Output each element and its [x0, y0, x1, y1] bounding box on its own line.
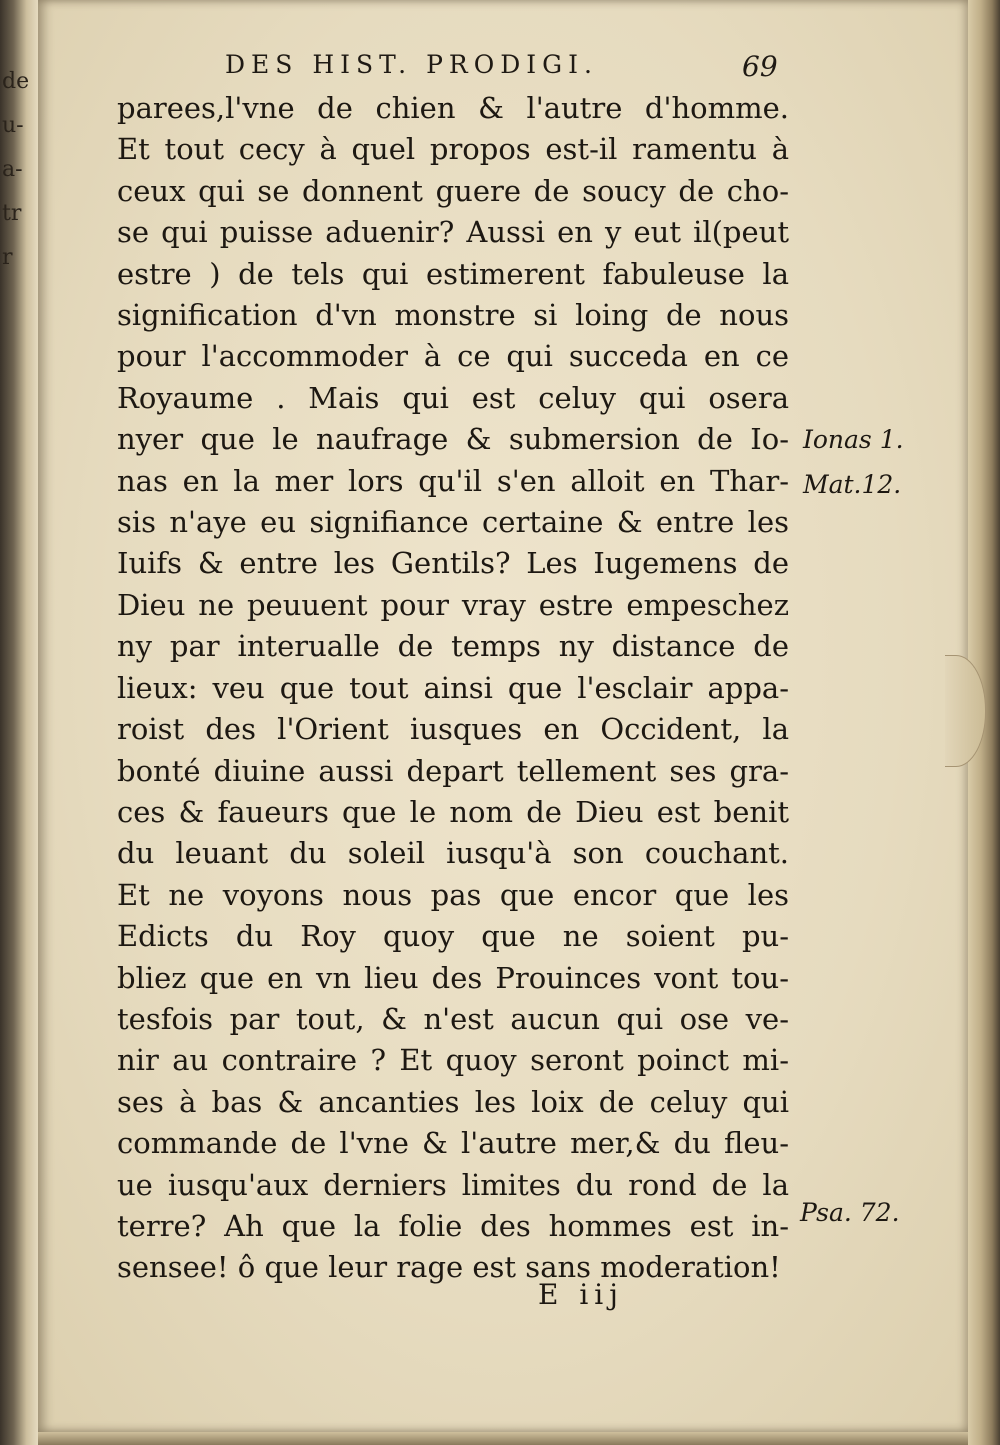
- margin-note-psalm: Psa. 72.: [800, 1198, 900, 1227]
- margin-note-matthew: Mat.12.: [803, 470, 902, 499]
- text-line: nyer que le naufrage & submersion de Io-: [117, 422, 789, 457]
- text-line: estre ) de tels qui estimerent fabuleuse la: [117, 256, 789, 291]
- text-line: se qui puisse aduenir? Aussi en y eut il(peut: [117, 215, 789, 250]
- text-line: Royaume . Mais qui est celuy qui osera: [117, 380, 789, 415]
- text-line: Et tout cecy à quel propos est-il ramentu à: [117, 132, 789, 167]
- text-line: commande de l'vne & l'autre mer,& du fleu-: [117, 1126, 789, 1161]
- text-line: du leuant du soleil iusqu'à son couchant.: [117, 836, 789, 871]
- text-line: ces & faueurs que le nom de Dieu est benit: [117, 794, 789, 829]
- text-line: pour l'accommoder à ce qui succeda en ce: [117, 339, 789, 374]
- page-number: 69: [742, 50, 778, 83]
- prev-margin-fragment: a-: [2, 157, 23, 182]
- text-line: bonté diuine aussi depart tellement ses gra-: [117, 753, 789, 788]
- text-line: Iuifs & entre les Gentils? Les Iugemens de: [117, 546, 789, 581]
- text-line: Dieu ne peuuent pour vray estre empeschez: [117, 587, 789, 622]
- text-line: parees,l'vne de chien & l'autre d'homme.: [117, 91, 789, 125]
- prev-margin-fragment: de: [2, 69, 30, 94]
- text-line: ceux qui se donnent guere de soucy de cho-: [117, 173, 789, 208]
- previous-page-margin: [2, 60, 32, 280]
- margin-note-jonas: Ionas 1.: [803, 425, 904, 454]
- text-line: lieux: veu que tout ainsi que l'esclair appa-: [117, 670, 789, 705]
- text-line: nir au contraire ? Et quoy seront poinct mi-: [117, 1043, 789, 1078]
- prev-margin-fragment: r: [2, 245, 13, 270]
- text-line: roist des l'Orient iusques en Occident, la: [117, 712, 789, 747]
- text-line: sensee! ô que leur rage est sans moderation!: [117, 1250, 781, 1285]
- body-text: [117, 88, 789, 1289]
- text-line: Et ne voyons nous pas que encor que les: [117, 877, 789, 912]
- text-line: ue iusqu'aux derniers limites du rond de la: [117, 1167, 789, 1202]
- signature-mark: E iij: [538, 1278, 624, 1311]
- text-line: signification d'vn monstre si loing de nous: [117, 298, 789, 333]
- prev-margin-fragment: tr: [2, 201, 22, 226]
- bottom-page-edge: [38, 1432, 968, 1445]
- prev-margin-fragment: u-: [2, 113, 24, 138]
- left-page-edge: [0, 0, 38, 1445]
- text-line: Edicts du Roy quoy que ne soient pu-: [117, 919, 789, 954]
- text-line: ny par interualle de temps ny distance de: [117, 629, 789, 664]
- text-line: bliez que en vn lieu des Prouinces vont tou-: [117, 960, 789, 995]
- text-line: terre? Ah que la folie des hommes est in-: [117, 1208, 789, 1243]
- text-line: tesfois par tout, & n'est aucun qui ose ve-: [117, 1001, 789, 1036]
- text-line: nas en la mer lors qu'il s'en alloit en Thar-: [117, 463, 789, 498]
- text-line: sis n'aye eu signifiance certaine & entre les: [117, 505, 789, 540]
- running-head: DES HIST. PRODIGI.: [225, 50, 598, 79]
- text-line: ses à bas & ancanties les loix de celuy qui: [117, 1084, 789, 1119]
